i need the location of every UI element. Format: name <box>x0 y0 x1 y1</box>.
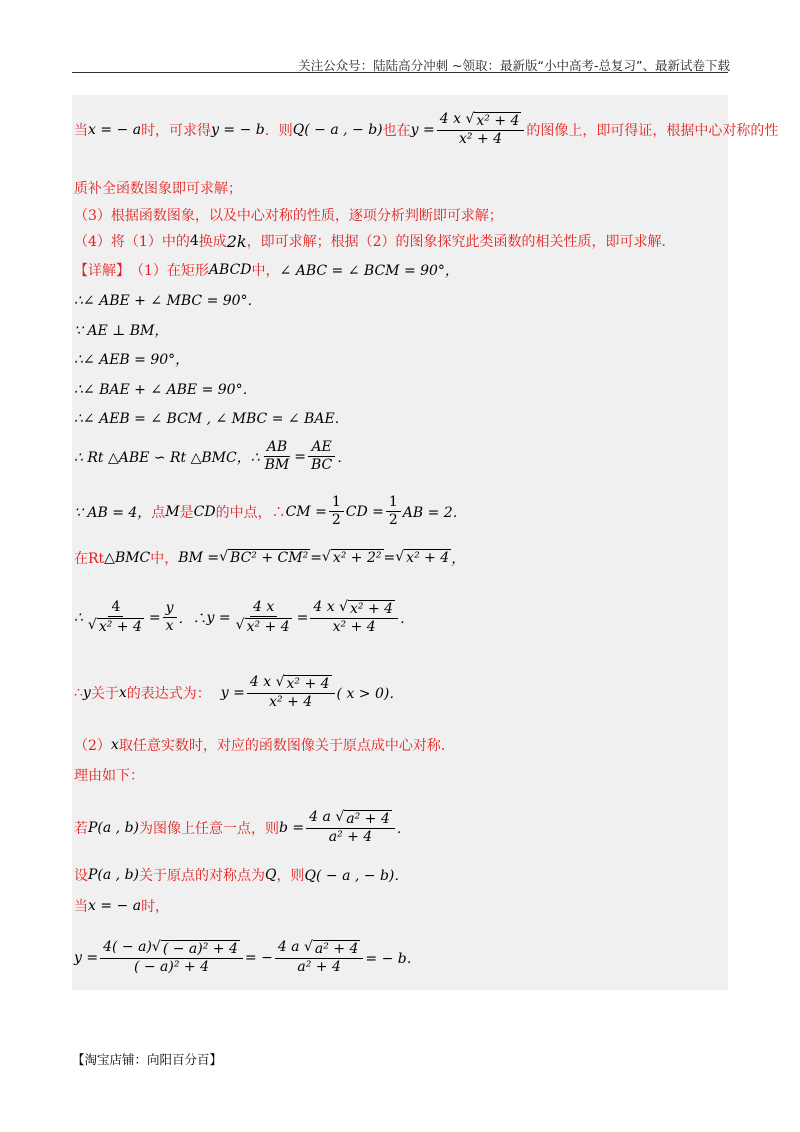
text: 取任意实数时，对应的函数图像关于原点成中心对称． <box>118 738 455 754</box>
math: P(a , b) <box>88 819 140 836</box>
solution-content <box>72 95 779 990</box>
denominator: ( − a)² + 4 <box>133 959 210 976</box>
radicand: x² + 2² <box>332 550 382 567</box>
sqrt: √ BC² + CM² <box>219 549 309 567</box>
text: ∴ <box>74 684 83 701</box>
math: ( x > 0)． <box>336 685 404 702</box>
math: 2k <box>226 231 247 251</box>
text: （2） <box>74 738 111 754</box>
math: y = − b <box>211 121 265 138</box>
denominator: x² + 4 <box>332 619 376 636</box>
text: 也在 <box>382 122 411 139</box>
math: P(a , b) <box>88 867 140 883</box>
math: = − <box>244 949 273 966</box>
math: x = − a <box>88 898 142 914</box>
text: 时， <box>141 899 170 915</box>
solution-line-13: 在Rt △BMC 中， BM = √ BC² + CM² = √ x² + 2² = √ x² + 4 ， <box>74 549 466 567</box>
detail-tag: 【详解】 <box>74 263 130 279</box>
fraction <box>262 440 293 474</box>
math: ∴ Rt △ABE ∽ Rt △BMC，∴ <box>74 449 260 466</box>
text: 当 <box>74 899 88 915</box>
numerator: 4 <box>108 600 123 617</box>
fraction: 4 x √ x² + 4 x² + 4 <box>310 600 398 635</box>
text: ．则 <box>264 122 293 139</box>
fraction: 4 √ x² + 4 <box>87 599 142 636</box>
fraction <box>386 495 401 529</box>
fraction <box>308 440 335 474</box>
math: = − b． <box>365 950 421 967</box>
fraction: 4 x √ x² + 4 <box>235 599 290 636</box>
radicand: x² + 4 <box>406 550 450 567</box>
solution-line-19 <box>74 865 408 885</box>
math: 4 <box>189 233 199 249</box>
fraction <box>163 601 177 635</box>
solution-line-6: ∴∠ ABE + ∠ MBC = 90°． <box>74 293 262 309</box>
denominator: BM <box>264 457 290 474</box>
radicand: x² + 4 <box>349 601 394 617</box>
denominator: 2 <box>388 512 398 529</box>
sqrt: √ x² + 2² <box>321 549 382 567</box>
text: 时，可求得 <box>141 122 212 139</box>
fraction: 4 a √ a² + 4 a² + 4 <box>306 810 395 845</box>
fraction: 4 x √ x² + 4 x² + 4 <box>437 112 525 147</box>
text: 的中点，∴ <box>215 504 286 521</box>
denominator: 2 <box>331 512 341 529</box>
math: BM = <box>178 550 220 566</box>
solution-line-10: ∴∠ AEB = ∠ BCM , ∠ MBC = ∠ BAE． <box>74 411 349 427</box>
math: ∠ ABC = ∠ BCM = 90°， <box>279 263 459 279</box>
text: 换成 <box>198 234 227 250</box>
text: 当 <box>74 122 88 139</box>
numerator: 4 x <box>250 600 277 617</box>
math: 4 x <box>249 674 272 690</box>
fraction <box>329 495 344 529</box>
radicand: a² + 4 <box>314 941 359 957</box>
math: x <box>110 737 119 753</box>
solution-line-3: （3）根据函数图象，以及中心对称的性质，逐项分析判断即可求解； <box>74 208 503 224</box>
text: ，则 <box>276 868 305 884</box>
fraction: 4 a √ a² + 4 a² + 4 <box>275 940 364 975</box>
sqrt: √ x² + 4 <box>395 549 450 567</box>
fraction: 4( − a) √ ( − a)² + 4 ( − a)² + 4 <box>100 940 243 975</box>
radicand: x² + 4 <box>246 619 290 636</box>
solution-line-4 <box>74 231 676 251</box>
math: y = <box>410 121 435 138</box>
math: CD = <box>345 503 384 520</box>
math: 4 a <box>277 939 300 955</box>
text: 中， <box>150 551 179 567</box>
math: b = <box>279 819 305 836</box>
math: y = <box>220 684 245 701</box>
solution-line-5 <box>74 260 459 280</box>
denominator: BC <box>310 457 333 474</box>
math: CM = <box>285 503 327 520</box>
radicand: ( − a)² + 4 <box>162 941 238 957</box>
solution-line-21 <box>74 940 421 975</box>
solution-line-2: 质补全函数图象即可求解； <box>74 181 242 197</box>
denominator: x² + 4 <box>459 131 503 148</box>
numerator: 1 <box>386 495 401 512</box>
math: ∵ AB = 4， <box>74 504 152 521</box>
text: 设 <box>74 868 88 884</box>
math: 4( − a) <box>103 939 152 955</box>
fraction: 4 x √ x² + 4 x² + 4 <box>247 675 335 710</box>
text: （4）将（1）中的 <box>74 234 190 250</box>
solution-line-18: 若 P(a , b) 为图像上任意一点，则 b = 4 a √ a² + 4 a² + 4 ． <box>74 809 411 846</box>
math: Q( − a , − b) <box>292 121 383 138</box>
text: （1）在矩形 <box>130 263 209 279</box>
header-rule <box>72 72 728 73</box>
page-footer: 【淘宝店铺：向阳百分百】 <box>72 1052 223 1067</box>
text: ，即可求解；根据（2）的图象探究此类函数的相关性质，即可求解． <box>246 234 676 250</box>
radicand: BC² + CM² <box>230 550 309 567</box>
math: y = <box>74 949 99 966</box>
solution-line-7: ∵ AE ⊥ BM， <box>74 323 169 339</box>
text: 关于原点的对称点为 <box>139 868 266 884</box>
numerator: AB <box>264 440 290 457</box>
math: M <box>165 503 180 520</box>
radicand: x² + 4 <box>286 676 330 692</box>
text: 为图像上任意一点，则 <box>139 820 280 837</box>
radicand: x² + 4 <box>98 619 142 636</box>
numerator: 1 <box>329 495 344 512</box>
math: x <box>118 684 127 701</box>
numerator: AE <box>308 440 334 457</box>
radicand: x² + 4 <box>476 113 520 129</box>
solution-line-14: ∴ 4 √ x² + 4 = $\frac{y}{x}$ ．∴ y = 4 x √ x² + 4 = 4 x √ x² + 4 x² + 4 ． <box>74 599 415 636</box>
denominator: x² + 4 <box>269 694 313 711</box>
math: x = − a <box>88 121 142 138</box>
math: ABCD <box>208 262 252 278</box>
math: y <box>82 684 91 701</box>
solution-line-20 <box>74 896 169 916</box>
math: △BMC <box>104 550 151 566</box>
denominator: a² + 4 <box>297 959 341 976</box>
text: 在Rt <box>74 551 105 567</box>
solution-line-12 <box>74 495 467 529</box>
denominator: a² + 4 <box>328 829 373 846</box>
solution-line-16 <box>74 735 455 755</box>
solution-line-15 <box>74 675 403 710</box>
math: 4 x <box>313 599 335 615</box>
solution-line-17: 理由如下： <box>74 768 144 784</box>
math: AB = 2． <box>402 504 467 521</box>
math: Q <box>265 867 277 883</box>
text: 中， <box>251 263 280 279</box>
solution-line-9: ∴∠ BAE + ∠ ABE = 90°． <box>74 382 257 398</box>
solution-line-8: ∴∠ AEB = 90°， <box>74 352 190 368</box>
text: 若 <box>74 820 88 837</box>
math: 4 x <box>439 111 461 127</box>
denominator: x <box>165 618 174 635</box>
math: 4 a <box>309 809 331 825</box>
page-header: 关注公众号：陆陆高分冲刺 ~领取：最新版“小中高考-总复习”、最新试卷下载 <box>298 58 730 73</box>
math: CD <box>193 503 216 520</box>
text: 是 <box>179 504 194 521</box>
math: y = <box>206 609 231 626</box>
solution-line-1 <box>74 112 778 147</box>
radicand: a² + 4 <box>346 811 390 827</box>
text: 的表达式为： <box>126 685 211 702</box>
text: 点 <box>151 504 166 521</box>
numerator: y <box>163 601 177 618</box>
text: 关于 <box>90 685 119 702</box>
text: 的图像上，即可得证，根据中心对称的性 <box>526 122 779 139</box>
solution-line-11: ∴ Rt △ABE ∽ Rt △BMC，∴ $\frac{AB}{BM}$ = $\frac{AE}{BC}$ ． <box>74 439 352 474</box>
math: Q( − a , − b)． <box>304 868 409 884</box>
